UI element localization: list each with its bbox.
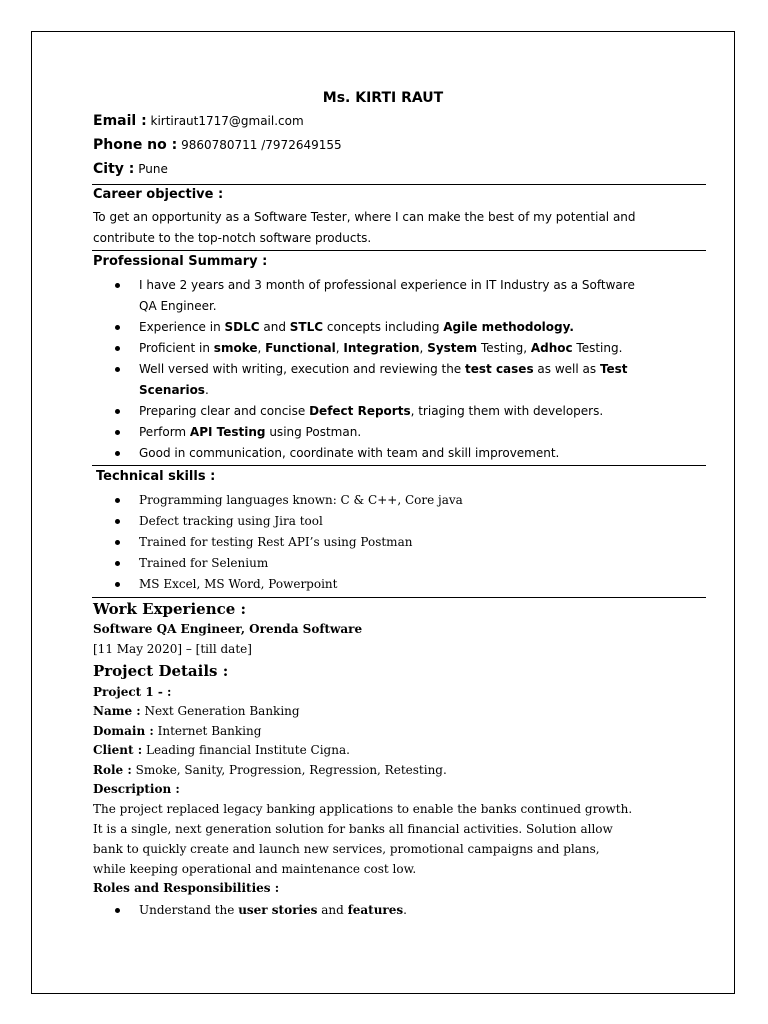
technical-skills-list: [113, 490, 463, 595]
project-domain-row: Domain : Internet Banking: [93, 724, 262, 738]
list-item: Good in communication, coordinate with team and skill improvement.: [113, 443, 635, 464]
list-item: Preparing clear and concise Defect Reports, triaging them with developers.: [113, 401, 635, 422]
career-objective-heading: Career objective :: [93, 187, 224, 202]
list-item: Experience in SDLC and STLC concepts including Agile methodology.: [113, 317, 635, 338]
list-item: Proficient in smoke, Functional, Integration, System Testing, Adhoc Testing.: [113, 338, 635, 359]
list-item: Understand the user stories and features.: [113, 900, 407, 921]
description-label: Description :: [93, 782, 180, 796]
email-value: kirtiraut1717@gmail.com: [150, 114, 304, 128]
list-item: Perform API Testing using Postman.: [113, 422, 635, 443]
roles-list: [113, 900, 407, 921]
description-line-2: It is a single, next generation solution for banks all financial activities. Solution allow: [93, 822, 613, 836]
technical-skills-heading: Technical skills :: [96, 469, 216, 484]
city-label: City :: [93, 161, 135, 177]
roles-responsibilities-label: Roles and Responsibilities :: [93, 881, 280, 895]
work-role: Software QA Engineer, Orenda Software: [93, 622, 363, 636]
professional-summary-heading: Professional Summary :: [93, 254, 268, 269]
list-item: Trained for Selenium: [113, 553, 463, 574]
divider: [92, 250, 706, 251]
divider: [92, 465, 706, 466]
list-item: Programming languages known: C & C++, Core java: [113, 490, 463, 511]
career-objective-line-2: contribute to the top-notch software products.: [93, 231, 372, 245]
project-name-row: Name : Next Generation Banking: [93, 704, 300, 718]
divider: [92, 184, 706, 185]
phone-row: [93, 137, 342, 153]
list-item: Trained for testing Rest API’s using Postman: [113, 532, 463, 553]
description-line-1: The project replaced legacy banking applications to enable the banks continued growth.: [93, 802, 633, 816]
email-row: [93, 113, 304, 129]
city-value: Pune: [138, 162, 168, 176]
career-objective-line-1: To get an opportunity as a Software Tester, where I can make the best of my potential and: [93, 210, 636, 224]
list-item: I have 2 years and 3 month of professional experience in IT Industry as a Software QA Engineer.: [113, 275, 635, 317]
project-label: Project 1 - :: [93, 685, 172, 699]
city-row: [93, 161, 168, 177]
professional-summary-list: [113, 275, 635, 464]
description-line-4: while keeping operational and maintenance cost low.: [93, 862, 417, 876]
work-experience-heading: Work Experience :: [93, 600, 247, 618]
list-item: Defect tracking using Jira tool: [113, 511, 463, 532]
project-details-heading: Project Details :: [93, 662, 229, 680]
list-item: Well versed with writing, execution and reviewing the test cases as well as Test Scenarios.: [113, 359, 635, 401]
project-role-row: Role : Smoke, Sanity, Progression, Regression, Retesting.: [93, 763, 447, 777]
email-label: Email :: [93, 113, 147, 129]
phone-label: Phone no :: [93, 137, 178, 153]
divider: [92, 597, 706, 598]
work-dates: [11 May 2020] – [till date]: [93, 642, 252, 656]
project-client-row: Client : Leading financial Institute Cigna.: [93, 743, 350, 757]
list-item: MS Excel, MS Word, Powerpoint: [113, 574, 463, 595]
candidate-name: Ms. KIRTI RAUT: [322, 90, 444, 106]
phone-value: 9860780711 /7972649155: [181, 138, 342, 152]
description-line-3: bank to quickly create and launch new services, promotional campaigns and plans,: [93, 842, 600, 856]
